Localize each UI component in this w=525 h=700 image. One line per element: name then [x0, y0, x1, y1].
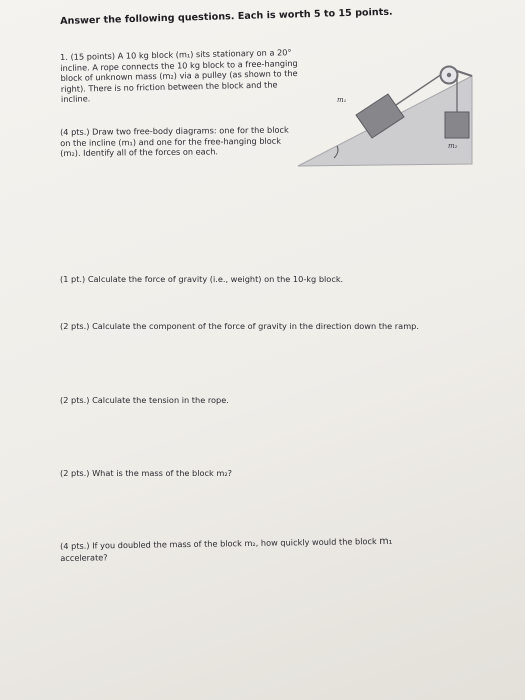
pulley-axle [447, 73, 451, 77]
block-m2 [445, 112, 469, 138]
part-doubled-mass-end: accelerate? [60, 551, 108, 563]
part-weight: (1 pt.) Calculate the force of gravity (i.e., weight) on the 10-kg block. [60, 274, 344, 284]
label-m1: m₁ [337, 96, 347, 104]
part-tension: (2 pts.) Calculate the tension in the rope. [60, 395, 229, 405]
part-doubled-mass-m1: m₁ [379, 535, 393, 547]
part-mass-m2: (2 pts.) What is the mass of the block m₂? [60, 468, 232, 478]
part-doubled-mass [60, 534, 490, 563]
part-doubled-mass-text: (4 pts.) If you doubled the mass of the block m₂, how quickly would the block [60, 536, 377, 551]
question-1-intro: 1. (15 points) A 10 kg block (m₁) sits stationary on a 20° incline. A rope connects the 10 kg block to a free-hanging block of unknown mass (m₂) via a pulley (as shown to the right). There is no friction between the block and the incline. [60, 47, 298, 105]
incline-pulley-diagram [296, 54, 512, 176]
question-1-free-body-part: (4 pts.) Draw two free-body diagrams: one for the block on the incline (m₁) and one for the free-hanging block (m₂). Identify all of the forces on each. [60, 124, 289, 159]
part-gravity-component: (2 pts.) Calculate the component of the force of gravity in the direction down the ramp. [60, 321, 419, 331]
label-m2: m₂ [448, 142, 458, 150]
page-heading: Answer the following questions. Each is worth 5 to 15 points. [60, 6, 393, 27]
